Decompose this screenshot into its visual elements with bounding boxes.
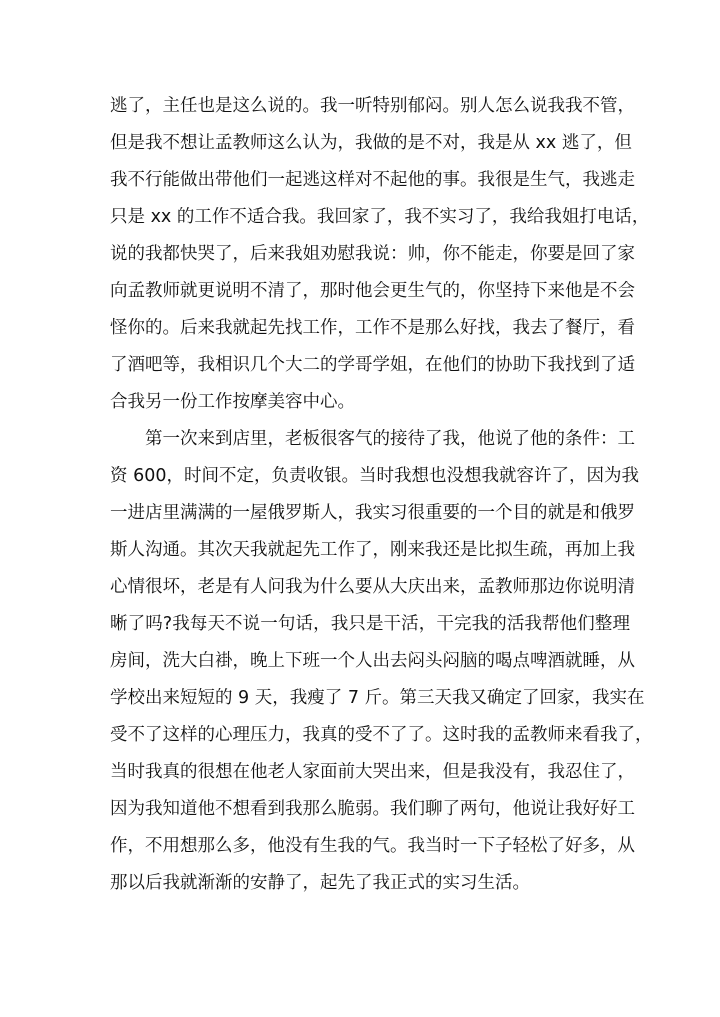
paragraph-1-line-6: 向孟教师就更说明不清了，那时他会更生气的，你坚持下来他是不会 bbox=[110, 281, 635, 301]
paragraph-2-line-3: 一进店里满满的一屋俄罗斯人，我实习很重要的一个目的就是和俄罗 bbox=[110, 503, 635, 523]
paragraph-2-line-10: 当时我真的很想在他老人家面前大哭出来，但是我没有，我忍住了， bbox=[110, 762, 635, 782]
paragraph-2-line-12: 作，不用想那么多，他没有生我的气。我当时一下子轻松了好多，从 bbox=[110, 836, 635, 856]
paragraph-1-line-5: 说的我都快哭了，后来我姐劝慰我说：帅，你不能走，你要是回了家 bbox=[110, 244, 635, 264]
paragraph-2-line-6: 晰了吗?我每天不说一句话，我只是干活，干完我的活我帮他们整理 bbox=[110, 614, 630, 634]
paragraph-2-line-13: 那以后我就渐渐的安静了，起先了我正式的实习生活。 bbox=[110, 873, 530, 893]
paragraph-2-line-5: 心情很坏，老是有人问我为什么要从大庆出来，孟教师那边你说明清 bbox=[110, 577, 635, 597]
paragraph-1-line-7: 怪你的。后来我就起先找工作，工作不是那么好找，我去了餐厅，看 bbox=[110, 318, 635, 338]
paragraph-1-line-2: 但是我不想让孟教师这么认为，我做的是不对，我是从 xx 逃了，但 bbox=[110, 133, 632, 153]
paragraph-1-line-9: 合我另一份工作按摩美容中心。 bbox=[110, 392, 355, 412]
paragraph-2-line-1: 第一次来到店里，老板很客气的接待了我，他说了他的条件：工 bbox=[145, 429, 635, 449]
paragraph-2-line-2: 资 600，时间不定，负责收银。当时我想也没想我就容许了，因为我 bbox=[110, 466, 639, 486]
paragraph-2-line-11: 因为我知道他不想看到我那么脆弱。我们聊了两句，他说让我好好工 bbox=[110, 799, 635, 819]
paragraph-2-line-8: 学校出来短短的 9 天，我瘦了 7 斤。第三天我又确定了回家，我实在 bbox=[110, 688, 645, 708]
paragraph-1-line-1: 逃了，主任也是这么说的。我一听特别郁闷。别人怎么说我我不管， bbox=[110, 96, 635, 116]
paragraph-2-line-4: 斯人沟通。其次天我就起先工作了，刚来我还是比拟生疏，再加上我 bbox=[110, 540, 635, 560]
paragraph-1-line-3: 我不行能做出带他们一起逃这样对不起他的事。我很是生气，我逃走 bbox=[110, 170, 635, 190]
paragraph-2-line-9: 受不了这样的心理压力，我真的受不了了。这时我的孟教师来看我了， bbox=[110, 725, 653, 745]
paragraph-1-line-8: 了酒吧等，我相识几个大二的学哥学姐，在他们的协助下我找到了适 bbox=[110, 355, 635, 375]
paragraph-1-line-4: 只是 xx 的工作不适合我。我回家了，我不实习了，我给我姐打电话， bbox=[110, 207, 650, 227]
paragraph-2-line-7: 房间，洗大白褂，晚上下班一个人出去闷头闷脑的喝点啤酒就睡，从 bbox=[110, 651, 635, 671]
